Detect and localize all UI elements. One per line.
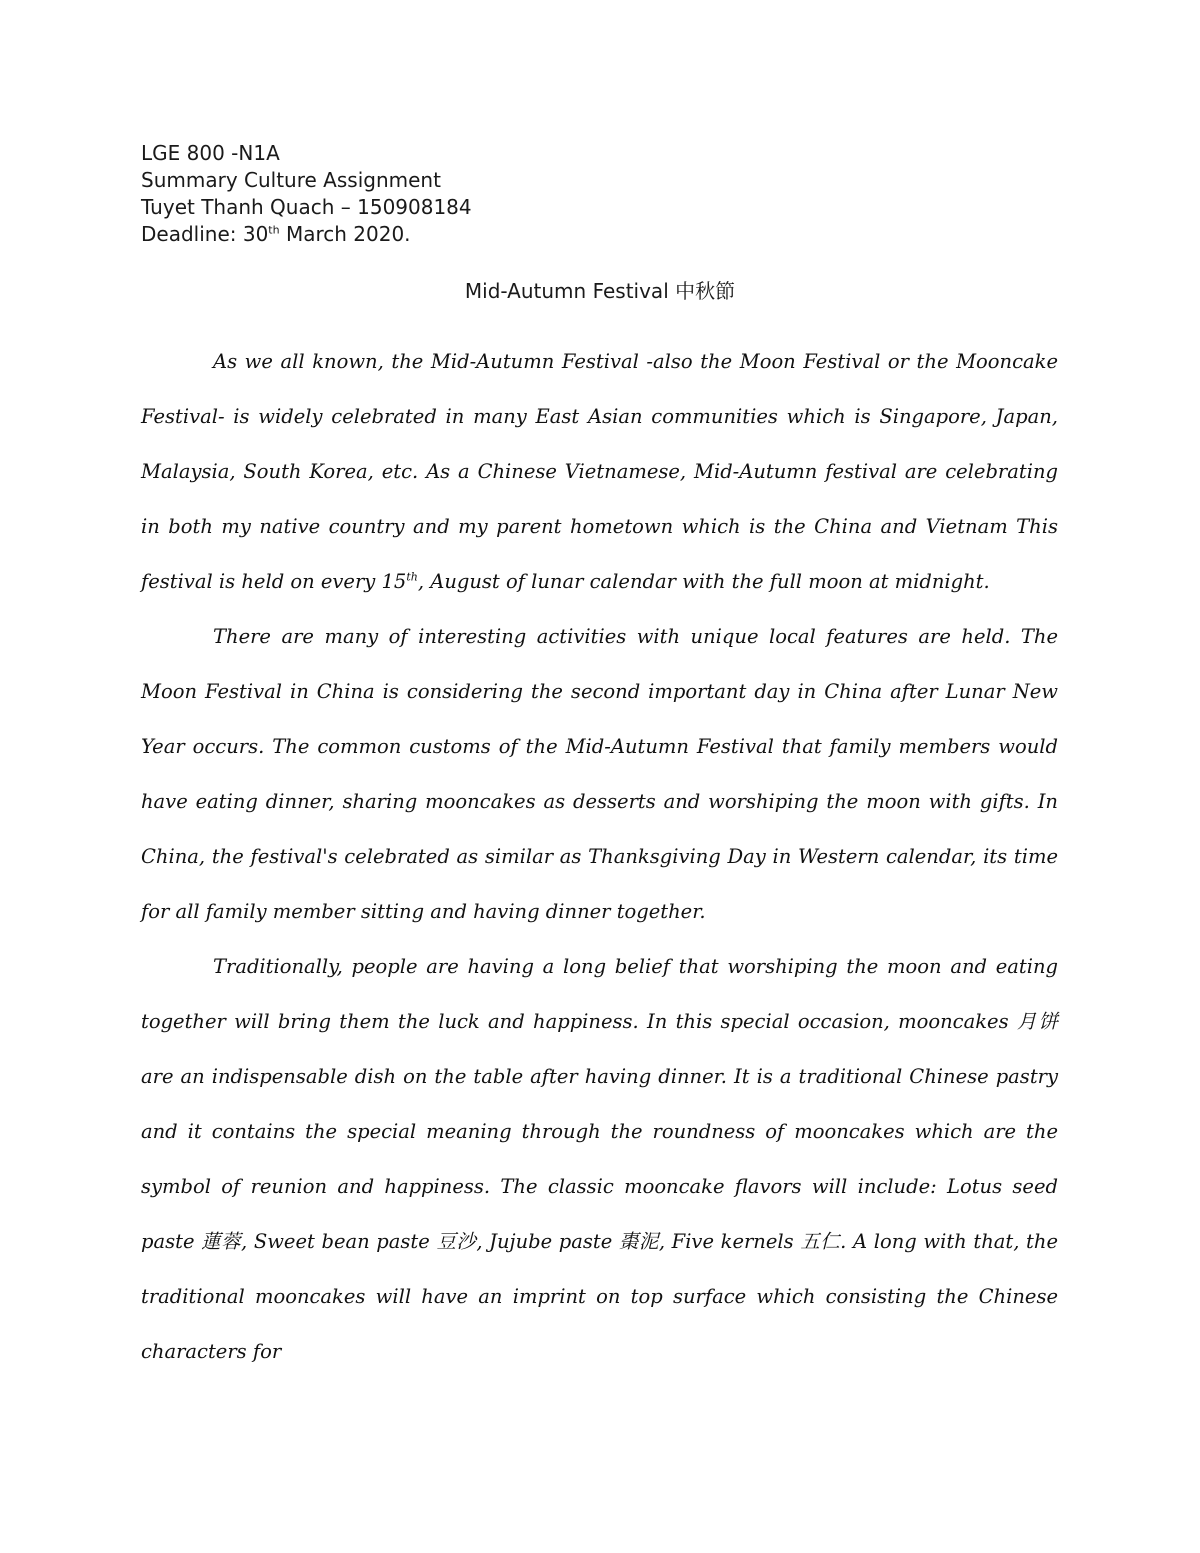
course-code: LGE 800 -N1A xyxy=(141,141,280,165)
deadline-suffix: March 2020. xyxy=(279,222,411,246)
paragraph-3: Traditionally, people are having a long belief that worshiping the moon and eating together will bring them the luck and happiness. In this special occasion, mooncakes 月饼 are an indispensable dish on the table after having dinner. It is a traditional Chinese pastry and it contains the special meaning through the roundness of mooncakes which are the symbol of reunion and happiness. The classic mooncake flavors will include: Lotus seed paste 蓮蓉, Sweet bean paste 豆沙, Jujube paste 棗泥, Five kernels 五仁. A long with that, the traditional mooncakes will have an imprint on top surface which consisting the Chinese characters for xyxy=(141,955,1058,1363)
essay-body xyxy=(141,334,1058,1379)
assignment-title: Summary Culture Assignment xyxy=(141,168,441,192)
essay-title: Mid-Autumn Festival 中秋節 xyxy=(464,279,736,303)
paragraph-1-text: As we all known, the Mid-Autumn Festival -also the Moon Festival or the Mooncake Festival- is widely celebrated in many East Asian communities which is Singapore, Japan, Malaysia, South Korea, etc. As a Chinese Vietnamese, Mid-Autumn festival are celebrating in both my native country and my parent hometown which is the China and Vietnam This festival is held on every 15 xyxy=(141,350,1058,593)
paragraph-1-ordinal: th xyxy=(406,570,418,584)
deadline xyxy=(141,221,472,248)
student-name-id: Tuyet Thanh Quach – 150908184 xyxy=(141,195,472,219)
deadline-prefix: Deadline: 30 xyxy=(141,222,269,246)
deadline-ordinal: th xyxy=(268,223,280,237)
paragraph-2: There are many of interesting activities with unique local features are held. The Moon Festival in China is considering the second important day in China after Lunar New Year occurs. The common customs of the Mid-Autumn Festival that family members would have eating dinner, sharing mooncakes as desserts and worshiping the moon with gifts. In China, the festival's celebrated as similar as Thanksgiving Day in Western calendar, its time for all family member sitting and having dinner together. xyxy=(141,625,1058,923)
paragraph-1 xyxy=(141,334,1058,609)
document-header xyxy=(141,140,472,248)
paragraph-1-text-end: , August of lunar calendar with the full moon at midnight. xyxy=(417,570,990,593)
